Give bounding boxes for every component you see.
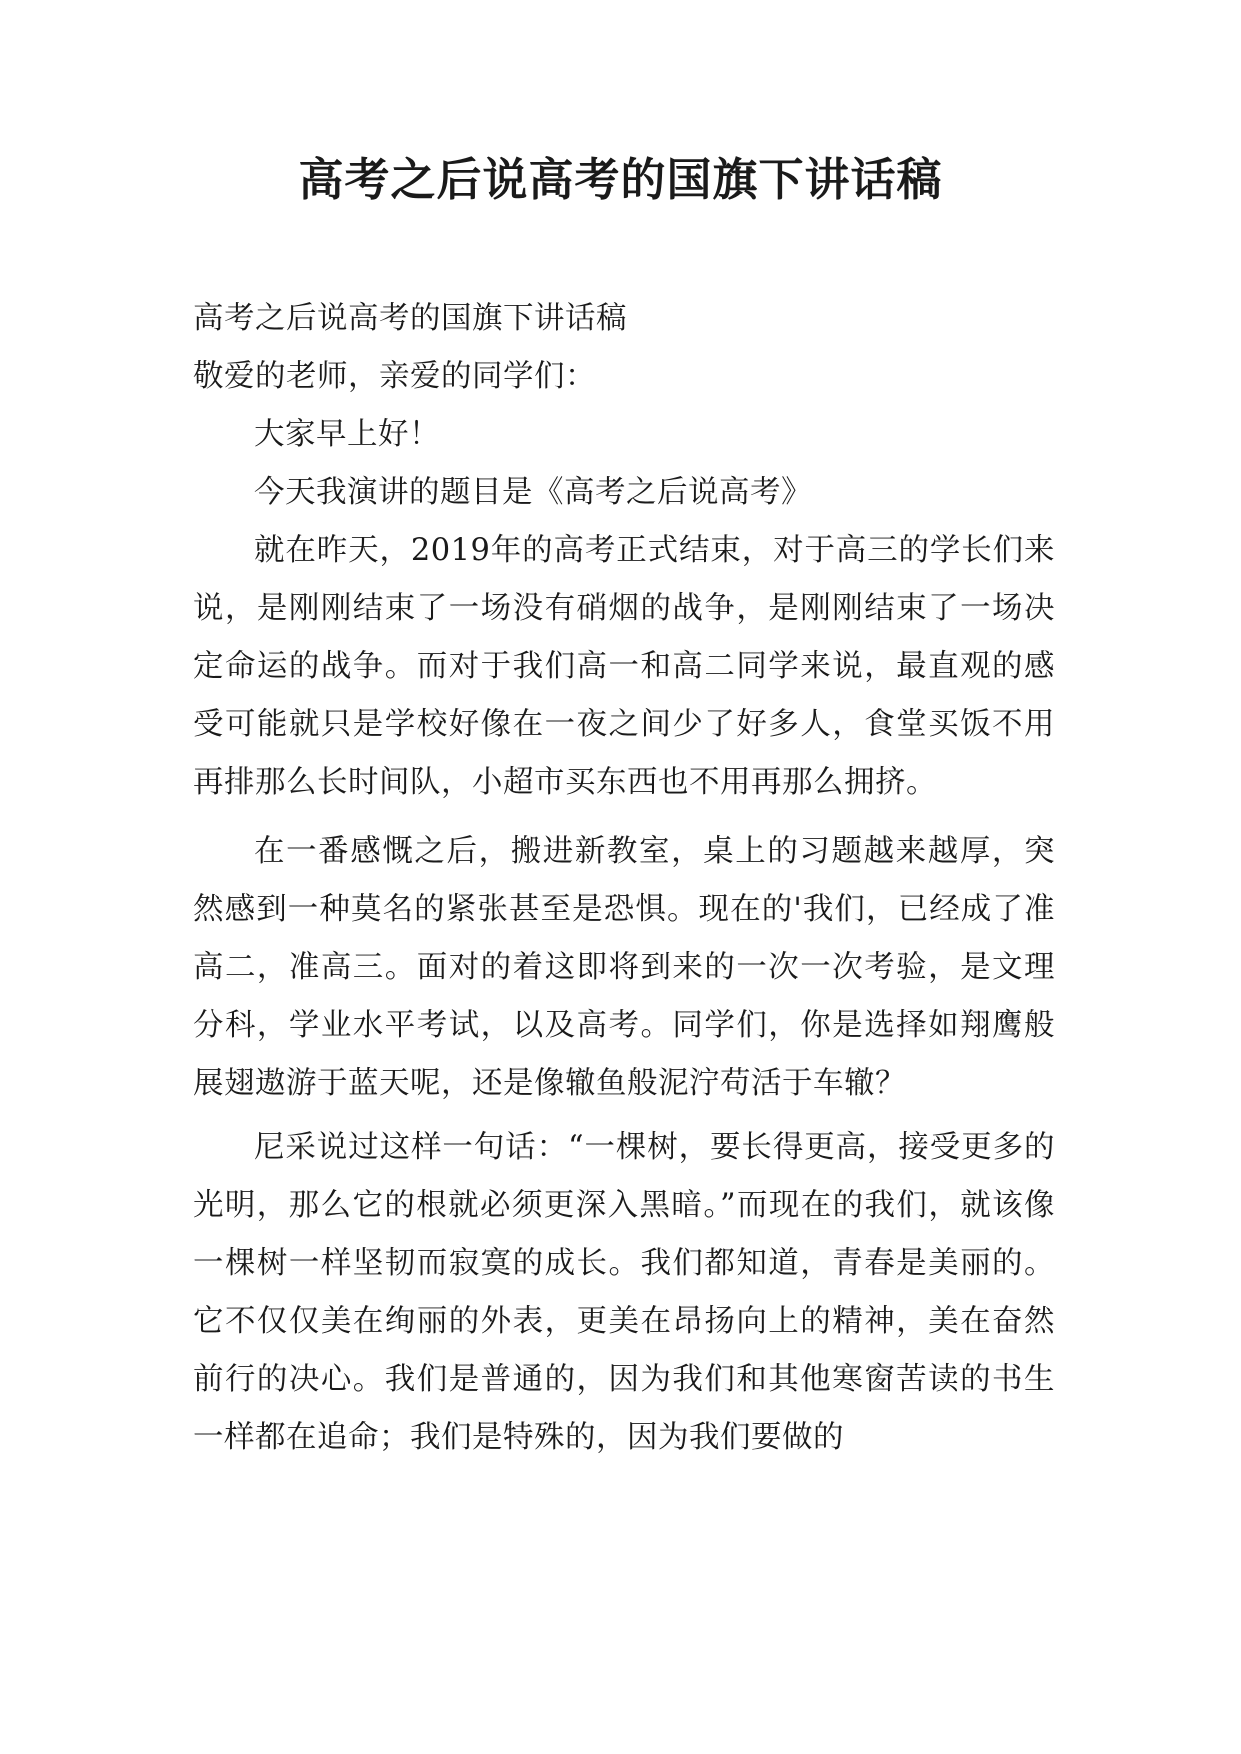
paragraph: 在一番感慨之后，搬进新教室，桌上的习题越来越厚，突然感到一种莫名的紧张甚至是恐惧。现在的'我们，已经成了准高二，准高三。面对的着这即将到来的一次一次考验，是文理分科，学业水平考试，以及高考。同学们，你是选择如翔鹰般展翅遨游于蓝天呢，还是像辙鱼般泥泞苟活于车辙？ [193, 834, 1055, 1101]
salutation: 敬爱的老师，亲爱的同学们： [193, 359, 596, 394]
speech-topic: 今天我演讲的题目是《高考之后说高考》 [254, 475, 812, 510]
document-title: 高考之后说高考的国旗下讲话稿 [298, 153, 943, 206]
document-body [193, 290, 1055, 1467]
greeting: 大家早上好！ [254, 417, 440, 452]
paragraph: 尼采说过这样一句话：“一棵树，要长得更高，接受更多的光明，那么它的根就必须更深入黑暗。”而现在的我们，就该像一棵树一样坚韧而寂寞的成长。我们都知道，青春是美丽的。它不仅仅美在绚丽的外表，更美在昂扬向上的精神，美在奋然前行的决心。我们是普通的，因为我们和其他寒窗苦读的书生一样都在追命；我们是特殊的，因为我们要做的 [193, 1130, 1055, 1455]
paragraph: 就在昨天，2019年的高考正式结束，对于高三的学长们来说，是刚刚结束了一场没有硝烟的战争，是刚刚结束了一场决定命运的战争。而对于我们高一和高二同学来说，最直观的感受可能就只是学校好像在一夜之间少了好多人，食堂买饭不用再排那么长时间队，小超市买东西也不用再那么拥挤。 [193, 533, 1055, 800]
subtitle-line: 高考之后说高考的国旗下讲话稿 [193, 301, 627, 336]
